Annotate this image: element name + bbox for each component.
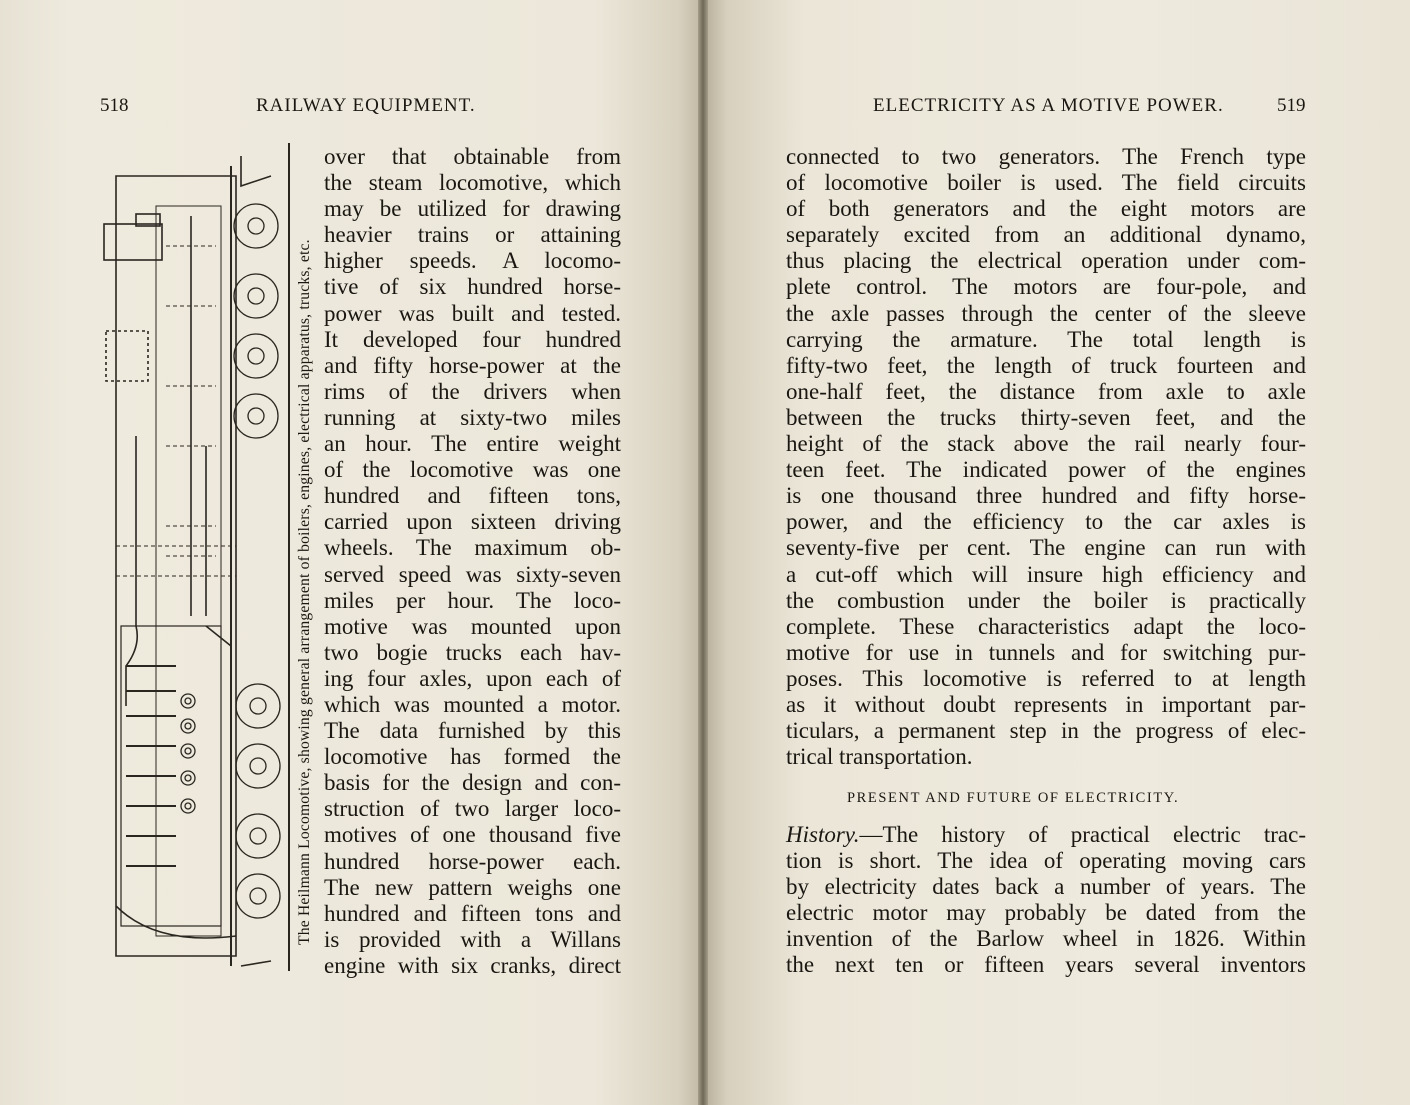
book-gutter	[698, 0, 708, 1105]
right-body-text	[786, 144, 1306, 770]
text-line: plete control. The motors are four-pole, and	[786, 274, 1306, 300]
section-heading: PRESENT AND FUTURE OF ELECTRICITY.	[847, 790, 1180, 806]
locomotive-illustration	[96, 146, 282, 976]
history-line-0: —The history of practical electric trac-	[859, 822, 1306, 847]
text-line: motive for use in tunnels and for switching pur-	[786, 639, 1306, 665]
figure-divider-rule	[288, 143, 290, 971]
text-line: complete. These characteristics adapt the loco-	[786, 613, 1306, 639]
right-running-head: ELECTRICITY AS A MOTIVE POWER.	[873, 95, 1224, 116]
text-line: It developed four hundred	[324, 326, 621, 352]
text-line: may be utilized for drawing	[324, 196, 621, 222]
text-line: power was built and tested.	[324, 300, 621, 326]
text-line: miles per hour. The loco-	[324, 587, 621, 613]
text-line: hundred horse-power each.	[324, 848, 621, 874]
text-line: hundred and fifteen tons and	[324, 900, 621, 926]
text-line: struction of two larger loco-	[324, 796, 621, 822]
text-line: two bogie trucks each hav-	[324, 639, 621, 665]
text-line: The data furnished by this	[324, 718, 621, 744]
text-line: trical transportation.	[786, 744, 973, 770]
history-first-line	[786, 822, 1306, 848]
text-line: carrying the armature. The total length is	[786, 326, 1306, 352]
text-line: basis for the design and con-	[324, 770, 621, 796]
text-line: ticulars, a permanent step in the progress of elec-	[786, 718, 1306, 744]
left-body-text	[324, 144, 621, 979]
text-line: served speed was sixty-seven	[324, 561, 621, 587]
figure-caption: The Heilmann Locomotive, showing general arrangement of boilers, engines, electrical apparatus, trucks, etc.	[296, 239, 313, 945]
text-line: over that obtainable from	[324, 144, 621, 169]
text-line: height of the stack above the rail nearly four-	[786, 431, 1306, 457]
text-line: an hour. The entire weight	[324, 431, 621, 457]
text-line: motives of one thousand five	[324, 822, 621, 848]
text-line: seventy-five per cent. The engine can run with	[786, 535, 1306, 561]
text-line: of locomotive boiler is used. The field circuits	[786, 170, 1306, 196]
text-line: carried upon sixteen driving	[324, 509, 621, 535]
text-line: and fifty horse-power at the	[324, 352, 621, 378]
text-line: by electricity dates back a number of years. The	[786, 874, 1306, 900]
left-running-head: RAILWAY EQUIPMENT.	[256, 95, 476, 116]
text-line: as it without doubt represents in important par-	[786, 691, 1306, 717]
text-line: the next ten or fifteen years several inventors	[786, 952, 1306, 978]
text-line: tive of six hundred horse-	[324, 274, 621, 300]
text-line: separately excited from an additional dynamo,	[786, 222, 1306, 248]
text-line: electric motor may probably be dated from the	[786, 900, 1306, 926]
text-line: fifty-two feet, the length of truck fourteen and	[786, 352, 1306, 378]
text-line: running at sixty-two miles	[324, 404, 621, 430]
right-page-number: 519	[1277, 95, 1306, 116]
text-line: one-half feet, the distance from axle to axle	[786, 378, 1306, 404]
text-line: is provided with a Willans	[324, 926, 621, 952]
text-line: locomotive has formed the	[324, 744, 621, 770]
text-line: of both generators and the eight motors are	[786, 196, 1306, 222]
text-line: the axle passes through the center of the sleeve	[786, 300, 1306, 326]
text-line: motive was mounted upon	[324, 613, 621, 639]
text-line: the combustion under the boiler is practically	[786, 587, 1306, 613]
text-line: which was mounted a motor.	[324, 691, 621, 717]
text-line: poses. This locomotive is referred to at length	[786, 665, 1306, 691]
text-line: a cut-off which will insure high efficiency and	[786, 561, 1306, 587]
text-line: The new pattern weighs one	[324, 874, 621, 900]
text-line: wheels. The maximum ob-	[324, 535, 621, 561]
text-line: is one thousand three hundred and fifty horse-	[786, 483, 1306, 509]
left-page-number: 518	[100, 95, 129, 116]
text-line: thus placing the electrical operation under com-	[786, 248, 1306, 274]
text-line: hundred and fifteen tons,	[324, 483, 621, 509]
text-line: teen feet. The indicated power of the engines	[786, 457, 1306, 483]
history-paragraph	[786, 822, 1306, 979]
text-line: ing four axles, upon each of	[324, 665, 621, 691]
text-line: invention of the Barlow wheel in 1826. Within	[786, 926, 1306, 952]
text-line: between the trucks thirty-seven feet, and the	[786, 404, 1306, 430]
text-line: connected to two generators. The French type	[786, 144, 1306, 169]
text-line: heavier trains or attaining	[324, 222, 621, 248]
history-label: History.	[786, 822, 860, 847]
text-line: the steam locomotive, which	[324, 170, 621, 196]
text-line: tion is short. The idea of operating moving cars	[786, 848, 1306, 874]
text-line: rims of the drivers when	[324, 378, 621, 404]
text-line: of the locomotive was one	[324, 457, 621, 483]
text-line: engine with six cranks, direct	[324, 952, 621, 978]
text-line: power, and the efficiency to the car axles is	[786, 509, 1306, 535]
text-line: higher speeds. A locomo-	[324, 248, 621, 274]
